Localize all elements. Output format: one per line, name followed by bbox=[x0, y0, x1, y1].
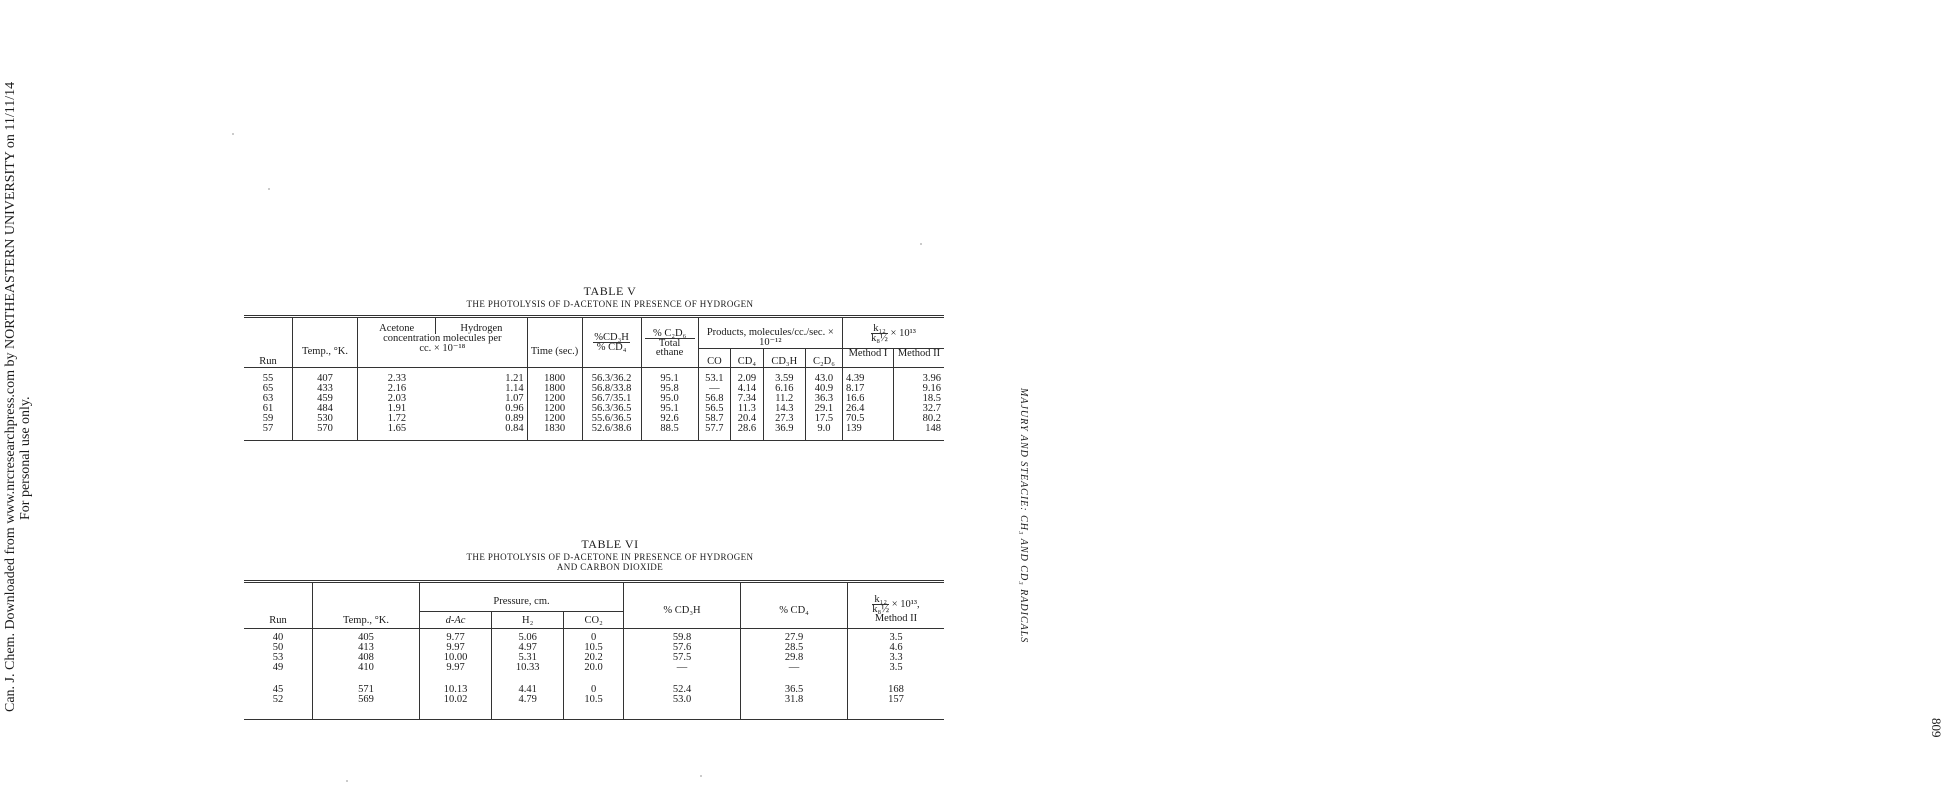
table6-caption bbox=[440, 537, 780, 572]
table6-cell-co2: 10.5 bbox=[564, 695, 624, 720]
table6-cell-k: 157 bbox=[848, 695, 945, 720]
table6-cell-dac: 9.97 bbox=[420, 663, 492, 673]
table5-cell-cd3h: 14.3 bbox=[763, 404, 805, 414]
table5-cell-co: 53.1 bbox=[698, 368, 731, 385]
table5-cell-ethane: 95.8 bbox=[641, 384, 698, 394]
table6-cell-dac: 9.77 bbox=[420, 629, 492, 644]
table5-ethane-den: Total ethane bbox=[655, 337, 684, 358]
table5-cell-c2d6: 36.3 bbox=[805, 394, 842, 404]
table5-cell-run: 63 bbox=[262, 393, 274, 404]
table5-cell-run: 57 bbox=[262, 423, 274, 434]
table5-cell-hydrogen: 1.07 bbox=[505, 393, 524, 404]
table5-cell-hydrogen: 1.21 bbox=[505, 373, 524, 384]
table5-cell-temp: 433 bbox=[293, 384, 358, 394]
table5-cell-c2d6: 29.1 bbox=[805, 404, 842, 414]
table6-k-den: k₈½ bbox=[872, 604, 890, 615]
table5-ethane-num: % C₂D₆ bbox=[645, 329, 695, 339]
table5 bbox=[244, 315, 944, 441]
table5-cell-run: 59 bbox=[262, 413, 274, 424]
scan-speck bbox=[920, 243, 922, 245]
table5-cell-time: 1200 bbox=[527, 404, 582, 414]
table6-title: TABLE VI bbox=[581, 537, 639, 551]
table6-cell-cd4: 28.5 bbox=[741, 643, 848, 653]
table5-cell-hydrogen: 0.96 bbox=[505, 403, 524, 414]
table6-cell-temp: 413 bbox=[313, 643, 420, 653]
table6-cell-k: 168 bbox=[848, 673, 945, 695]
table5-cell-cd4: 2.09 bbox=[731, 368, 764, 385]
table5-cell-acetone: 1.72 bbox=[358, 414, 436, 424]
table5-col-ratio bbox=[582, 317, 641, 368]
table6-cell-dac: 10.02 bbox=[420, 695, 492, 720]
table6-cell-temp: 571 bbox=[313, 673, 420, 695]
table5-cell-method2: 3.96 bbox=[894, 368, 945, 385]
table5-col-run: Run bbox=[244, 317, 293, 368]
table5-cell-run: 61 bbox=[262, 403, 274, 414]
table6-cell-dac: 10.13 bbox=[420, 673, 492, 695]
table5-cell-c2d6: 40.9 bbox=[805, 384, 842, 394]
table5-cell-co: 56.8 bbox=[698, 394, 731, 404]
download-notice-line2: For personal use only. bbox=[18, 396, 33, 520]
table6-cell-co2: 0 bbox=[564, 673, 624, 695]
table5-col-ethane bbox=[641, 317, 698, 368]
table5-cell-cd3h: 6.16 bbox=[763, 384, 805, 394]
table5-cell-cd4: 28.6 bbox=[731, 424, 764, 441]
table6-subtitle-line1: THE PHOTOLYSIS OF D-ACETONE IN PRESENCE OF HYDROGEN bbox=[466, 552, 754, 562]
table5-cell-ratio: 56.8/33.8 bbox=[582, 384, 641, 394]
table5-col-method2: Method II bbox=[894, 349, 945, 368]
table6-body bbox=[244, 629, 944, 720]
scan-speck bbox=[700, 775, 702, 777]
table5-cell-cd3h: 11.2 bbox=[763, 394, 805, 404]
table5-cell-method2: 18.5 bbox=[894, 394, 945, 404]
table5-cell-time: 1200 bbox=[527, 394, 582, 404]
table6-cell-h2: 4.41 bbox=[492, 673, 564, 695]
table6-k-num: k₁₂ bbox=[872, 595, 889, 605]
table5-cell-time: 1800 bbox=[527, 384, 582, 394]
table6-method2: Method II bbox=[874, 613, 918, 624]
table-row bbox=[244, 695, 944, 720]
table5-cell-cd3h: 27.3 bbox=[763, 414, 805, 424]
table5-caption bbox=[440, 284, 780, 309]
table6-cell-cd4: 27.9 bbox=[741, 629, 848, 644]
table6 bbox=[244, 580, 944, 720]
table5-cell-cd3h: 36.9 bbox=[763, 424, 805, 441]
table5-cell-acetone: 2.33 bbox=[358, 368, 436, 385]
table5-cell-method1: 26.4 bbox=[843, 404, 894, 414]
table5-cell-ratio: 52.6/38.6 bbox=[582, 424, 641, 441]
table6-col-pressure: Pressure, cm. bbox=[420, 582, 624, 612]
table6-cell-k: 3.3 bbox=[848, 653, 945, 663]
table6-col-h2: H₂ bbox=[492, 612, 564, 629]
table5-cell-ethane: 95.1 bbox=[641, 404, 698, 414]
table5-cell-co: 57.7 bbox=[698, 424, 731, 441]
table5-col-method1: Method I bbox=[843, 349, 894, 368]
table5-cell-c2d6: 17.5 bbox=[805, 414, 842, 424]
table5-col-time: Time (sec.) bbox=[527, 317, 582, 368]
table6-cell-cd3h: 57.5 bbox=[624, 653, 741, 663]
table5-cell-temp: 530 bbox=[293, 414, 358, 424]
table5-cell-cd4: 7.34 bbox=[731, 394, 764, 404]
table5-col-acetone: Acetone bbox=[358, 317, 436, 335]
table5-subtitle: THE PHOTOLYSIS OF D-ACETONE IN PRESENCE OF HYDROGEN bbox=[466, 299, 754, 309]
table6-cell-co2: 20.2 bbox=[564, 653, 624, 663]
table6-cell-co2: 20.0 bbox=[564, 663, 624, 673]
table6-cell-run: 40 bbox=[272, 632, 284, 643]
table6-cell-cd3h: — bbox=[624, 663, 741, 673]
table-row bbox=[244, 368, 944, 385]
table6-cell-run: 49 bbox=[272, 662, 284, 673]
table6-cell-k: 3.5 bbox=[848, 629, 945, 644]
table5-cell-run: 55 bbox=[262, 373, 274, 384]
table6-k-mult: × 10¹³, bbox=[891, 598, 920, 610]
table5-cell-acetone: 2.16 bbox=[358, 384, 436, 394]
table5-cell-c2d6: 9.0 bbox=[805, 424, 842, 441]
table5-cell-method2: 9.16 bbox=[894, 384, 945, 394]
table5-header-row1 bbox=[244, 317, 944, 335]
table5-cell-run: 65 bbox=[262, 383, 274, 394]
table6-cell-h2: 5.31 bbox=[492, 653, 564, 663]
download-notice-line1: Can. J. Chem. Downloaded from www.nrcresearchpress.com by NORTHEASTERN UNIVERSITY on 11/11/14 bbox=[3, 81, 18, 712]
table5-ratio-den: % CD₄ bbox=[596, 342, 627, 353]
table5-col-cd4: CD₄ bbox=[731, 349, 764, 368]
scan-speck bbox=[268, 188, 270, 190]
table5-cell-ratio: 55.6/36.5 bbox=[582, 414, 641, 424]
scan-speck bbox=[346, 780, 348, 782]
table5-cell-cd4: 11.3 bbox=[731, 404, 764, 414]
table6-cell-temp: 569 bbox=[313, 695, 420, 720]
table-row bbox=[244, 663, 944, 673]
table5-cell-cd3h: 3.59 bbox=[763, 368, 805, 385]
table5-col-conc: concentration molecules per cc. × 10⁻¹⁸ bbox=[358, 334, 528, 368]
table5-cell-cd4: 4.14 bbox=[731, 384, 764, 394]
table5-cell-method1: 139 bbox=[843, 424, 894, 441]
page-number: 809 bbox=[1929, 718, 1944, 738]
table6-cell-h2: 4.97 bbox=[492, 643, 564, 653]
table5-cell-method1: 16.6 bbox=[843, 394, 894, 404]
table5-k-mult: × 10¹³ bbox=[890, 327, 916, 339]
table6-col-temp: Temp., °K. bbox=[313, 582, 420, 629]
table5-cell-acetone: 1.91 bbox=[358, 404, 436, 414]
table5-cell-cd4: 20.4 bbox=[731, 414, 764, 424]
table6-cell-dac: 10.00 bbox=[420, 653, 492, 663]
table6-cell-dac: 9.97 bbox=[420, 643, 492, 653]
table5-cell-hydrogen: 0.89 bbox=[505, 413, 524, 424]
table5-col-c2d6: C₂D₆ bbox=[805, 349, 842, 368]
table6-cell-run: 45 bbox=[272, 684, 284, 695]
table-row bbox=[244, 424, 944, 441]
table5-k-num: k₁₂ bbox=[871, 324, 888, 334]
page-margin-right bbox=[941, 0, 1944, 812]
table6-col-dac: d-Ac bbox=[420, 612, 492, 629]
table5-ratio-num: %CD₃H bbox=[594, 332, 629, 343]
table5-cell-hydrogen: 0.84 bbox=[505, 423, 524, 434]
table5-cell-co: 58.7 bbox=[698, 414, 731, 424]
table5-k-den: k₈½ bbox=[871, 332, 888, 344]
table6-cell-cd3h: 59.8 bbox=[624, 629, 741, 644]
table6-cell-cd4: 29.8 bbox=[741, 653, 848, 663]
table5-cell-time: 1800 bbox=[527, 368, 582, 385]
table5-cell-co: 56.5 bbox=[698, 404, 731, 414]
table6-cell-h2: 5.06 bbox=[492, 629, 564, 644]
table5-cell-co: — bbox=[698, 384, 731, 394]
table6-cell-h2: 10.33 bbox=[492, 663, 564, 673]
table5-title: TABLE V bbox=[583, 284, 637, 298]
table6-cell-cd3h: 52.4 bbox=[624, 673, 741, 695]
table-row bbox=[244, 629, 944, 644]
table5-cell-acetone: 1.65 bbox=[358, 424, 436, 441]
table5-col-temp: Temp., °K. bbox=[293, 317, 358, 368]
table6-cell-co2: 10.5 bbox=[564, 643, 624, 653]
table6-cell-temp: 410 bbox=[313, 663, 420, 673]
table5-cell-acetone: 2.03 bbox=[358, 394, 436, 404]
table5-body bbox=[244, 368, 944, 441]
table5-cell-method2: 32.7 bbox=[894, 404, 945, 414]
table5-cell-temp: 407 bbox=[293, 368, 358, 385]
table5-cell-ethane: 92.6 bbox=[641, 414, 698, 424]
table5-cell-c2d6: 43.0 bbox=[805, 368, 842, 385]
table6-col-k bbox=[848, 582, 945, 629]
table6-cell-h2: 4.79 bbox=[492, 695, 564, 720]
table6-header-row1 bbox=[244, 582, 944, 612]
table6-cell-cd3h: 57.6 bbox=[624, 643, 741, 653]
table6-col-cd4: % CD₄ bbox=[741, 582, 848, 629]
table6-cell-run: 53 bbox=[272, 652, 284, 663]
table6-cell-k: 3.5 bbox=[848, 663, 945, 673]
table5-cell-ratio: 56.3/36.2 bbox=[582, 368, 641, 385]
table5-cell-method1: 8.17 bbox=[843, 384, 894, 394]
table5-cell-time: 1200 bbox=[527, 414, 582, 424]
table5-cell-ratio: 56.7/35.1 bbox=[582, 394, 641, 404]
table5-col-hydrogen: Hydrogen bbox=[436, 317, 527, 335]
table5-cell-method1: 70.5 bbox=[843, 414, 894, 424]
table5-cell-method2: 148 bbox=[894, 424, 945, 441]
table5-cell-ratio: 56.3/36.5 bbox=[582, 404, 641, 414]
table6-cell-cd3h: 53.0 bbox=[624, 695, 741, 720]
table6-cell-co2: 0 bbox=[564, 629, 624, 644]
table5-col-products: Products, molecules/cc./sec. × 10⁻¹² bbox=[698, 317, 842, 349]
table5-cell-method1: 4.39 bbox=[843, 368, 894, 385]
table5-cell-temp: 459 bbox=[293, 394, 358, 404]
table6-col-cd3h: % CD₃H bbox=[624, 582, 741, 629]
table6-cell-run: 52 bbox=[272, 694, 284, 705]
table6-cell-temp: 408 bbox=[313, 653, 420, 663]
table5-col-k bbox=[843, 317, 945, 349]
table5-cell-time: 1830 bbox=[527, 424, 582, 441]
table5-cell-hydrogen: 1.14 bbox=[505, 383, 524, 394]
table5-cell-method2: 80.2 bbox=[894, 414, 945, 424]
table6-cell-temp: 405 bbox=[313, 629, 420, 644]
table6-cell-cd4: 36.5 bbox=[741, 673, 848, 695]
table5-cell-temp: 484 bbox=[293, 404, 358, 414]
table5-cell-ethane: 88.5 bbox=[641, 424, 698, 441]
running-head: MAJURY AND STEACIE: CH₃ AND CD₃ RADICALS bbox=[1018, 388, 1029, 644]
table5-col-co: CO bbox=[698, 349, 731, 368]
table6-cell-cd4: 31.8 bbox=[741, 695, 848, 720]
table-row bbox=[244, 673, 944, 695]
table6-cell-k: 4.6 bbox=[848, 643, 945, 653]
table6-subtitle-line2: AND CARBON DIOXIDE bbox=[556, 562, 664, 572]
scan-speck bbox=[232, 133, 234, 135]
table6-cell-run: 50 bbox=[272, 642, 284, 653]
table5-cell-temp: 570 bbox=[293, 424, 358, 441]
table5-col-cd3h: CD₃H bbox=[763, 349, 805, 368]
table5-cell-ethane: 95.0 bbox=[641, 394, 698, 404]
table6-col-co2: CO₂ bbox=[564, 612, 624, 629]
download-notice bbox=[0, 0, 40, 812]
table6-cell-cd4: — bbox=[741, 663, 848, 673]
table5-cell-ethane: 95.1 bbox=[641, 368, 698, 385]
table6-col-run: Run bbox=[244, 582, 313, 629]
